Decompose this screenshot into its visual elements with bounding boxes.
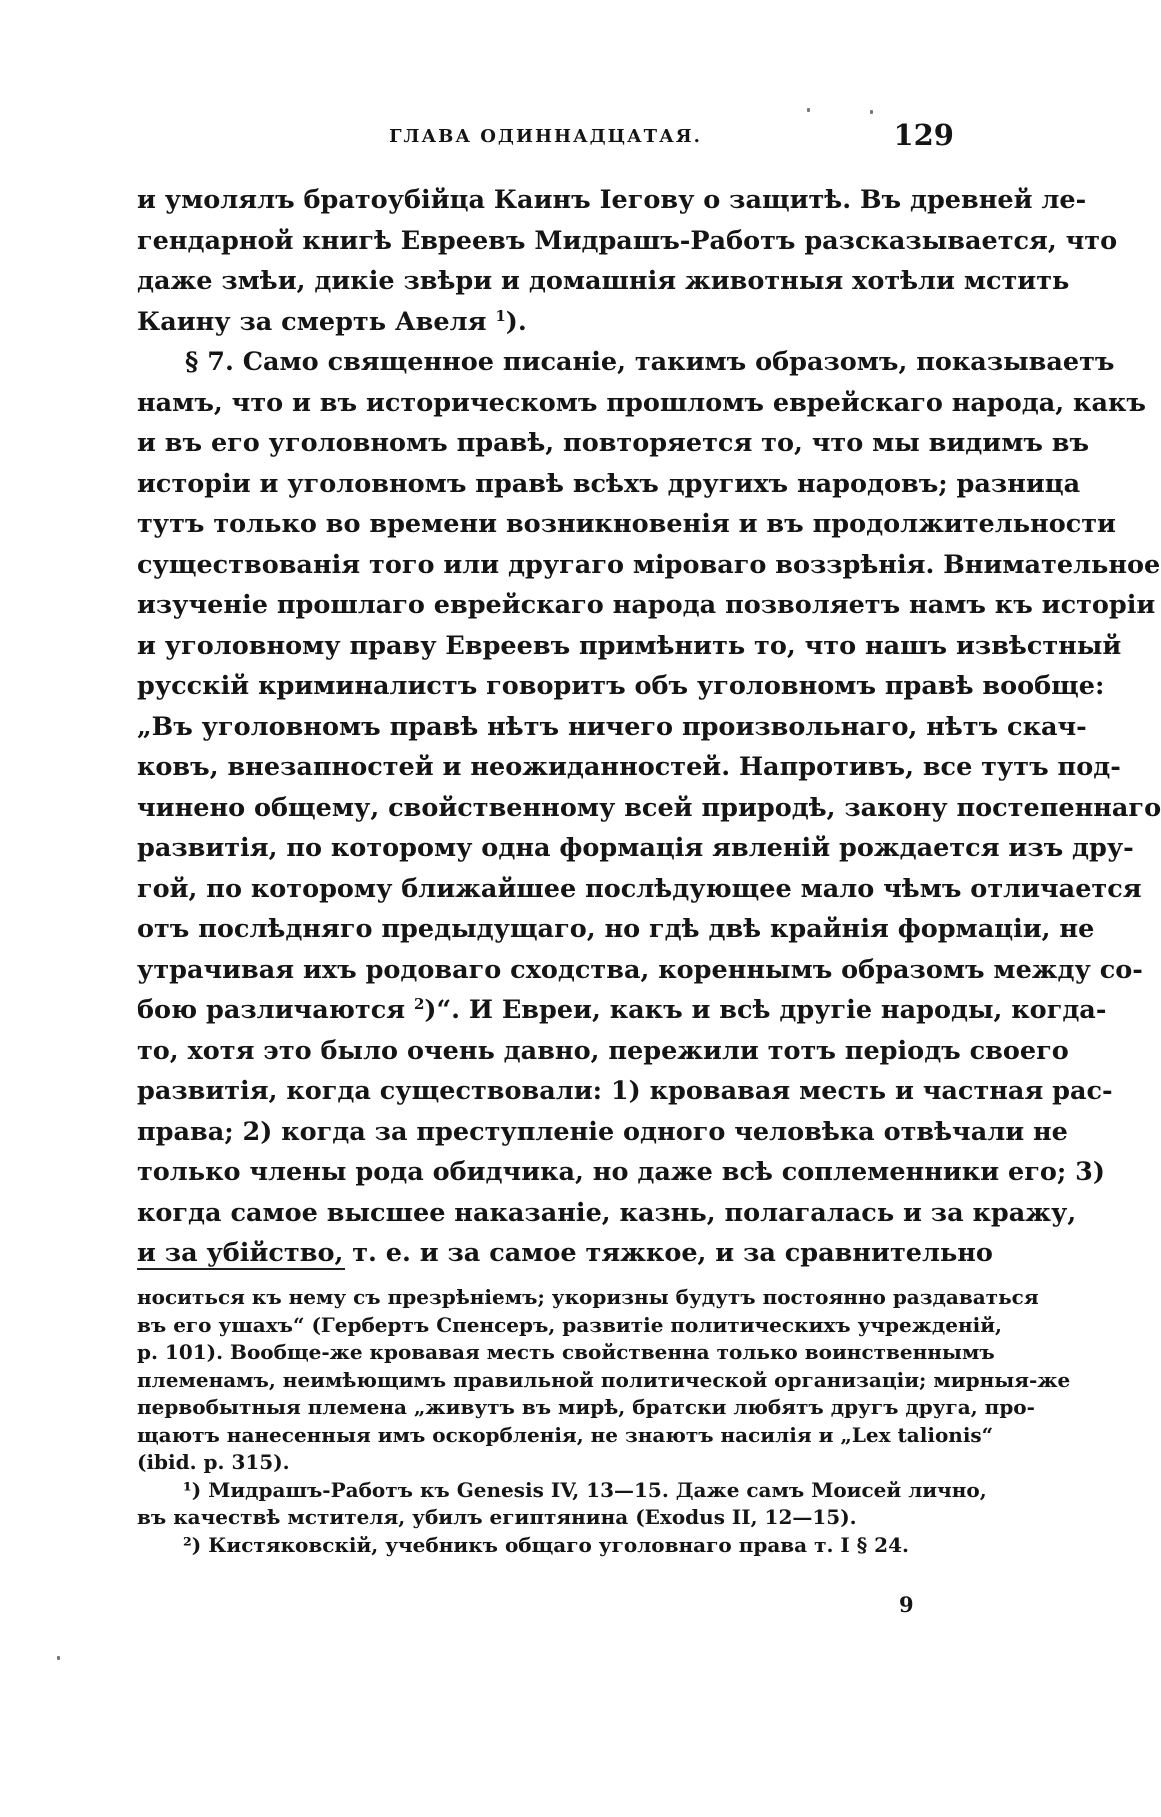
text-fragment: бою различаются xyxy=(137,995,406,1025)
text-line: чинено общему, свойственному всей природѣ, закону постепеннаго xyxy=(137,792,1161,823)
text-line: права; 2) когда за преступленіе одного человѣка отвѣчали не xyxy=(137,1116,1068,1147)
footnote-line: носиться къ нему съ презрѣніемъ; укоризны будутъ постоянно раздаваться xyxy=(137,1285,1039,1309)
text-line: когда самое высшее наказаніе, казнь, полагалась и за кражу, xyxy=(137,1197,1077,1228)
text-line: даже змѣи, дикіе звѣри и домашнія животныя хотѣли мстить xyxy=(137,266,1070,296)
text-line: существованія того или другаго міроваго воззрѣнія. Внимательное xyxy=(137,549,1161,580)
chapter-title: ГЛАВА ОДИННАДЦАТАЯ. xyxy=(389,126,702,147)
text-line: то, хотя это было очень давно, пережили тотъ періодъ своего xyxy=(137,1035,1069,1066)
text-line: намъ, что и въ историческомъ прошломъ еврейскаго народа, какъ xyxy=(137,387,1146,418)
print-speck xyxy=(870,110,873,114)
print-speck xyxy=(57,1656,60,1660)
text-line: и уголовному праву Евреевъ примѣнить то, что нашъ извѣстный xyxy=(137,630,1122,661)
footnote-line: въ его ушахъ“ (Гербертъ Спенсеръ, развитіе политическихъ учрежденій, xyxy=(137,1312,1003,1337)
text-line: и умолялъ братоубійца Каинъ Іегову о защитѣ. Въ древней ле- xyxy=(137,185,1087,215)
text-fragment: Каину за смерть Авеля xyxy=(137,306,487,337)
text-line: изученіе прошлаго еврейскаго народа позволяетъ намъ къ исторіи xyxy=(137,590,1156,620)
footnote-line: первобытныя племена „живутъ въ мирѣ, братски любятъ другъ друга, про- xyxy=(137,1395,1035,1419)
footnote-line: p. 101). Вообще-же кровавая месть свойственна только воинственнымъ xyxy=(137,1340,995,1364)
text-line: развитія, когда существовали: 1) кровавая месть и частная рас- xyxy=(137,1076,1113,1106)
text-line: и въ его уголовномъ правѣ, повторяется то, что мы видимъ въ xyxy=(137,428,1090,458)
footnote-text: Мидрашъ-Работъ къ Genesis IV, 13—15. Даже самъ Моисей лично, xyxy=(208,1477,987,1502)
footnote-line: въ качествѣ мстителя, убилъ египтянина (Exodus II, 12—15). xyxy=(137,1505,857,1529)
signature-mark: 9 xyxy=(899,1592,914,1617)
text-line xyxy=(137,990,1107,1031)
footnote-1 xyxy=(137,1477,987,1505)
text-line: тутъ только во времени возникновенія и въ продолжительности xyxy=(137,509,1116,539)
footnote-2 xyxy=(137,1532,954,1560)
text-fragment: )“. И Евреи, какъ и всѣ другіе народы, когда- xyxy=(424,995,1107,1025)
print-speck xyxy=(807,108,810,112)
text-line: ковъ, внезапностей и неожиданностей. Напротивъ, все тутъ под- xyxy=(137,752,1121,782)
footnote-ref-2: 2 xyxy=(413,995,425,1013)
text-line: отъ послѣдняго предыдущаго, но гдѣ двѣ крайнія формаціи, не xyxy=(137,914,1095,944)
footnote-line: щаютъ нанесенныя имъ оскорбленія, не знаютъ насилія и „Lex talionis“ xyxy=(137,1422,994,1447)
text-fragment: ). xyxy=(505,306,527,337)
footnote-text: Кистяковскій, учебникъ общаго уголовнаго права т. I § 24. xyxy=(208,1532,909,1557)
text-line: русскій криминалистъ говоритъ объ уголовномъ правѣ вообще: xyxy=(137,671,1105,701)
text-line: § 7. Само священное писаніе, такимъ образомъ, показываетъ xyxy=(185,347,1115,377)
text-line: исторіи и уголовномъ правѣ всѣхъ другихъ народовъ; разница xyxy=(137,468,1081,499)
page-number: 129 xyxy=(893,118,954,152)
text-line xyxy=(137,302,954,343)
text-line: только члены рода обидчика, но даже всѣ соплеменники его; 3) xyxy=(137,1157,1105,1187)
text-line: и за убійство, т. е. и за самое тяжкое, и за сравнительно xyxy=(137,1238,993,1268)
text-line: гой, по которому ближайшее послѣдующее мало чѣмъ отличается xyxy=(137,873,1142,904)
text-line: утрачивая ихъ родоваго сходства, кореннымъ образомъ между со- xyxy=(137,954,1143,985)
footnote-ref-1: 1 xyxy=(495,306,506,325)
footnotes xyxy=(137,1284,1071,1559)
running-head xyxy=(137,116,954,156)
footnote-marker: ²) xyxy=(183,1532,202,1557)
footnote-line: племенамъ, неимѣющимъ правильной политической организаціи; мирныя-же xyxy=(137,1367,1071,1392)
footnote-marker: ¹) xyxy=(183,1477,202,1502)
footnote-divider xyxy=(137,1268,345,1270)
main-text xyxy=(137,180,1161,1274)
text-line: гендарной книгѣ Евреевъ Мидрашъ-Работъ разсказывается, что xyxy=(137,225,1118,256)
text-line: развитія, по которому одна формація явленій рождается изъ дру- xyxy=(137,833,1134,863)
footnote-line: (ibid. p. 315). xyxy=(137,1450,290,1474)
text-line: „Въ уголовномъ правѣ нѣтъ ничего произвольнаго, нѣтъ скач- xyxy=(137,711,1087,742)
